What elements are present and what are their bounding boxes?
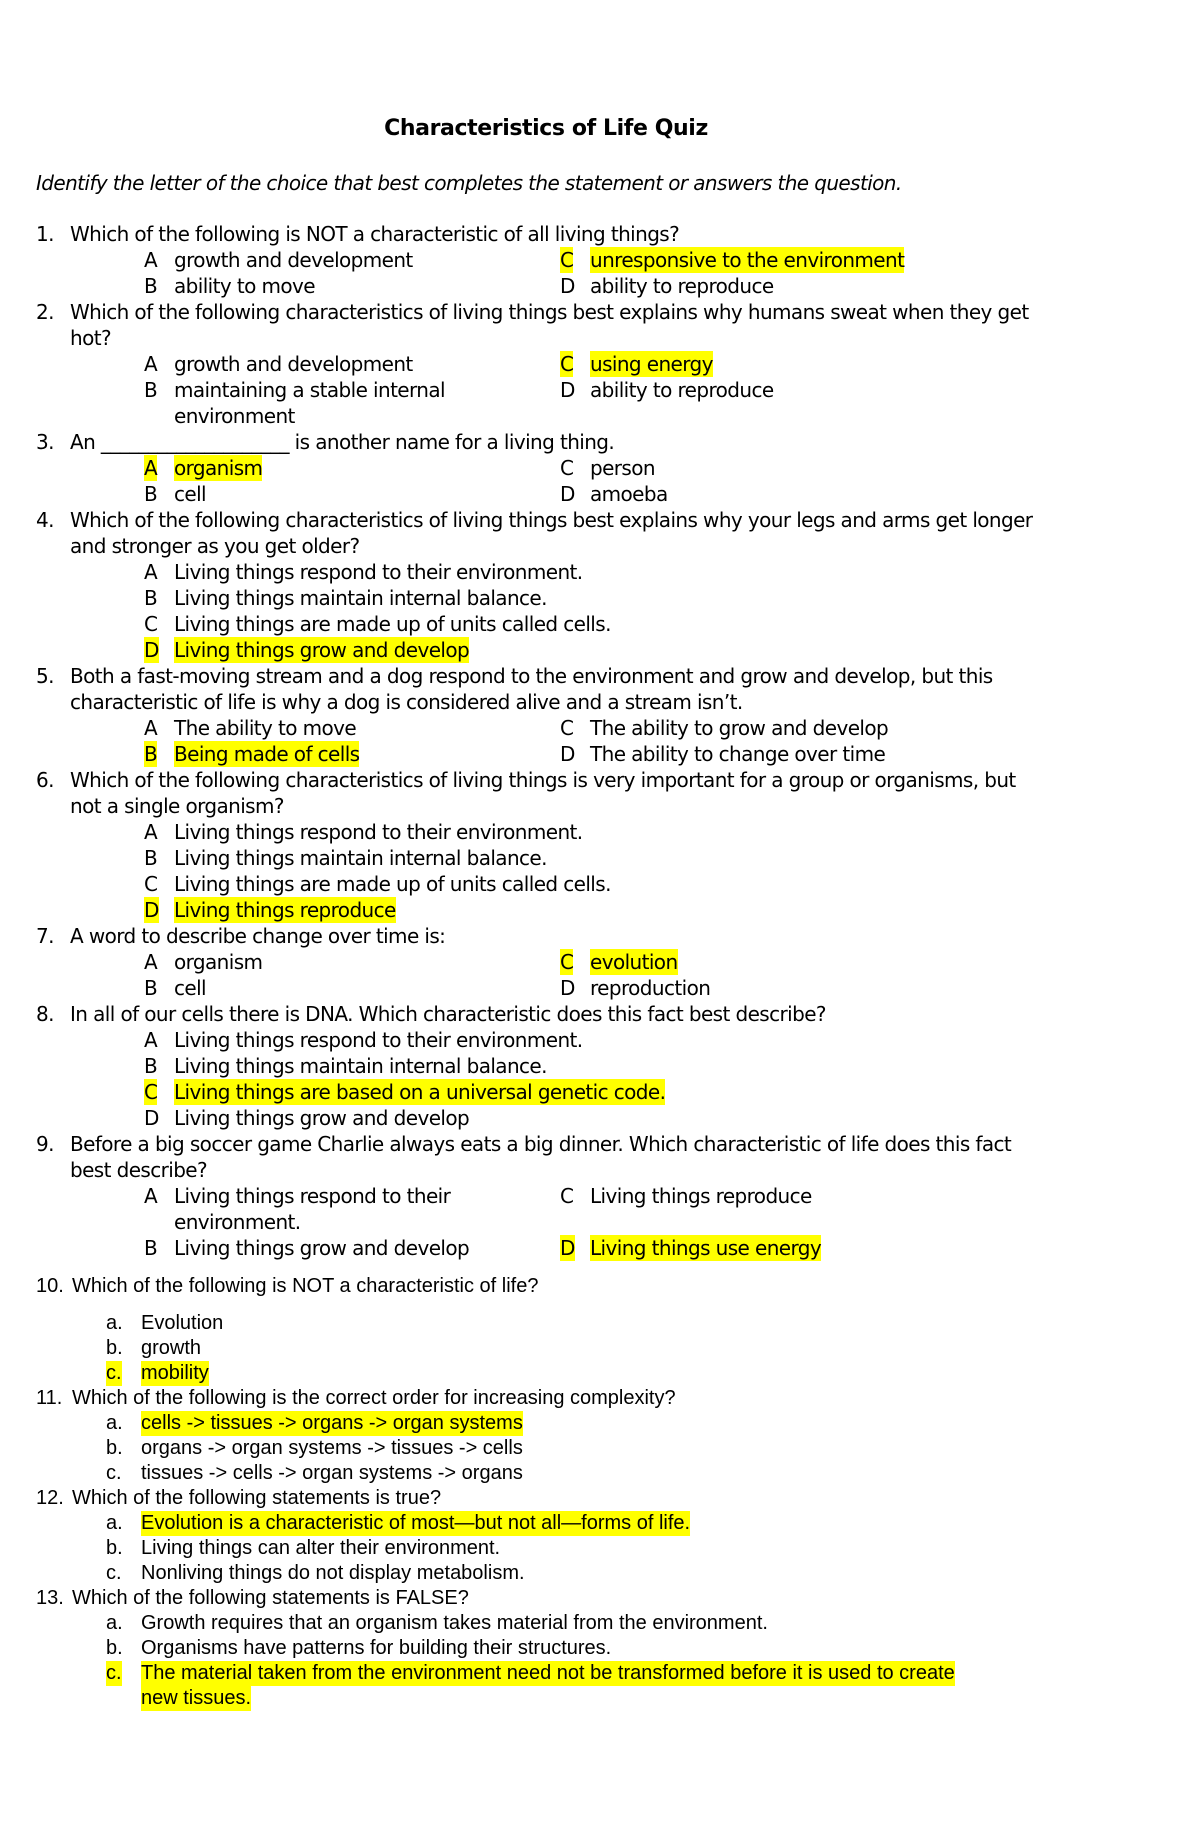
option-text: Living things respond to their [174,1184,451,1208]
question-5 [36,663,1056,767]
option-text: ability to reproduce [590,378,774,402]
option-text: growth and development [174,352,413,376]
option-letter: B [144,1236,158,1260]
page-title: Characteristics of Life Quiz [384,116,708,141]
question-text: Which of the following is the correct order for increasing complexity? [72,1387,676,1409]
option-text: growth [141,1337,202,1359]
option-letter: b. [106,1537,123,1559]
option-text: organs -> organ systems -> tissues -> cells [141,1437,523,1459]
option-letter: a. [106,1412,123,1434]
question-number: 11. [36,1387,63,1409]
question-number: 4. [36,508,54,532]
option-text: Living things respond to their environment. [174,820,583,844]
option-text: Nonliving things do not display metabolism. [141,1562,525,1584]
question-number: 12. [36,1487,64,1509]
option-letter: C [560,1184,574,1208]
question-text: Which of the following is NOT a characteristic of life? [72,1275,539,1297]
option-c-correct [36,1661,1056,1686]
option-letter: D [144,638,159,662]
option-text: cell [174,976,207,1000]
question-text: In all of our cells there is DNA. Which characteristic does this fact best describe? [70,1002,826,1026]
option-letter: A [144,820,158,844]
option-text: Evolution [141,1312,224,1334]
question-number: 9. [36,1132,54,1156]
option-letter: C [560,716,574,740]
option-text: Being made of cells [174,742,360,766]
option-letter: B [144,1054,158,1078]
option-letter: c. [106,1462,122,1484]
option-letter: b. [106,1337,123,1359]
option-letter: B [144,586,158,610]
option-text: Evolution is a characteristic of most—but not all—forms of life. [141,1512,691,1534]
question-text: Which of the following statements is true? [72,1487,442,1509]
option-letter: B [144,482,158,506]
option-text: The ability to grow and develop [590,716,889,740]
question-text: Which of the following characteristics of living things is very important for a group or organisms, but [70,768,1016,792]
question-text: Before a big soccer game Charlie always eats a big dinner. Which characteristic of life does this fact [70,1132,1012,1156]
option-letter: c. [106,1662,122,1684]
option-letter: A [144,352,158,376]
question-text: Which of the following statements is FALSE? [72,1587,469,1609]
question-number: 8. [36,1002,54,1026]
option-text: Living things grow and develop [174,1236,470,1260]
question-7 [36,923,1056,1001]
question-text: A word to describe change over time is: [70,924,446,948]
option-letter: A [144,716,158,740]
question-12 [36,1486,1056,1586]
question-10 [36,1274,1056,1299]
option-letter: D [144,1106,159,1130]
option-letter: a. [106,1512,123,1534]
option-letter: D [560,274,575,298]
option-letter: D [560,976,575,1000]
question-number: 5. [36,664,54,688]
option-letter: C [560,456,574,480]
option-text: reproduction [590,976,711,1000]
option-c-cont [36,1686,1056,1711]
option-letter: B [144,274,158,298]
question-2 [36,299,1056,429]
option-text: cells -> tissues -> organs -> organ systems [141,1412,523,1434]
option-a-correct [36,1411,1056,1436]
option-letter: A [144,456,158,480]
option-letter: C [560,248,574,272]
option-text: evolution [590,950,678,974]
option-text: Living things maintain internal balance. [174,846,547,870]
option-text: growth and development [174,248,413,272]
question-1 [36,221,1056,299]
option-text: maintaining a stable internal [174,378,445,402]
option-text: Living things are based on a universal genetic code. [174,1080,666,1104]
question-number: 13. [36,1587,64,1609]
option-text: Living things respond to their environment. [174,560,583,584]
option-text: mobility [141,1362,209,1384]
question-number: 10. [36,1275,64,1297]
question-text: Which of the following is NOT a characteristic of all living things? [70,222,680,246]
option-text: Living things maintain internal balance. [174,586,547,610]
question-number: 3. [36,430,54,454]
option-letter: A [144,1028,158,1052]
option-text: Growth requires that an organism takes material from the environment. [141,1612,768,1634]
option-text: Living things grow and develop [174,1106,470,1130]
question-13 [36,1586,1056,1711]
option-letter: D [560,482,575,506]
question-text-cont: not a single organism? [70,794,284,818]
question-11 [36,1386,1056,1486]
instructions: Identify the letter of the choice that best completes the statement or answers the question. [36,171,902,195]
option-text: tissues -> cells -> organ systems -> organs [141,1462,523,1484]
option-letter: A [144,950,158,974]
option-text: using energy [590,352,713,376]
question-text: Which of the following characteristics of living things best explains why your legs and arms get longer [70,508,1033,532]
option-letter: D [560,378,575,402]
question-text-cont: best describe? [70,1158,208,1182]
quiz-page [36,0,1056,1835]
question-6 [36,767,1056,923]
question-number: 1. [36,222,54,246]
option-text: Organisms have patterns for building their structures. [141,1637,612,1659]
question-text: Both a fast-moving stream and a dog respond to the environment and grow and develop, but this [70,664,993,688]
option-text: organism [174,456,263,480]
option-text: Living things are made up of units called cells. [174,872,611,896]
option-text: Living things maintain internal balance. [174,1054,547,1078]
option-letter: A [144,248,158,272]
option-letter: B [144,378,158,402]
option-letter: C [144,612,158,636]
option-text: Living things respond to their environment. [174,1028,583,1052]
option-letter: D [144,898,159,922]
option-text: Living things are made up of units called cells. [174,612,611,636]
option-text: Living things grow and develop [174,638,470,662]
option-letter: C [144,872,158,896]
option-letter: A [144,1184,158,1208]
option-text: unresponsive to the environment [590,248,905,272]
option-letter: C [560,352,574,376]
option-text: The ability to change over time [590,742,886,766]
option-text: ability to reproduce [590,274,774,298]
option-letter: b. [106,1437,123,1459]
option-text: Living things reproduce [174,898,396,922]
option-a-correct [36,1511,1056,1536]
question-9 [36,1131,1056,1261]
question-3 [36,429,1056,507]
question-text-cont: hot? [70,326,111,350]
option-text: person [590,456,655,480]
option-letter: B [144,976,158,1000]
option-text: cell [174,482,207,506]
option-text: Living things use energy [590,1236,822,1260]
option-letter: B [144,846,158,870]
option-letter: b. [106,1637,123,1659]
question-text: Which of the following characteristics of living things best explains why humans sweat when they get [70,300,1029,324]
option-text: The material taken from the environment need not be transformed before it is used to create [141,1662,955,1684]
option-c-correct [36,1361,1056,1386]
option-text: organism [174,950,263,974]
option-text: Living things reproduce [590,1184,812,1208]
question-number: 7. [36,924,54,948]
option-letter: c. [106,1362,122,1384]
option-text: The ability to move [174,716,357,740]
question-10-options [36,1311,1056,1386]
question-number: 6. [36,768,54,792]
question-text: An ____________________ is another name for a living thing. [70,430,615,454]
option-letter: D [560,742,575,766]
question-text-cont: characteristic of life is why a dog is considered alive and a stream isn’t. [70,690,743,714]
option-letter: A [144,560,158,584]
option-text: Living things can alter their environment. [141,1537,501,1559]
option-text-cont: environment. [174,1210,301,1234]
option-text: amoeba [590,482,668,506]
question-number: 2. [36,300,54,324]
option-text: ability to move [174,274,315,298]
option-letter: a. [106,1612,123,1634]
option-letter: B [144,742,158,766]
question-text-cont: and stronger as you get older? [70,534,360,558]
option-letter: C [144,1080,158,1104]
option-text-cont: environment [174,404,295,428]
option-text-cont: new tissues. [141,1687,252,1709]
question-4 [36,507,1056,663]
option-letter: C [560,950,574,974]
question-8 [36,1001,1056,1131]
option-letter: a. [106,1312,123,1334]
option-letter: c. [106,1562,122,1584]
option-letter: D [560,1236,575,1260]
